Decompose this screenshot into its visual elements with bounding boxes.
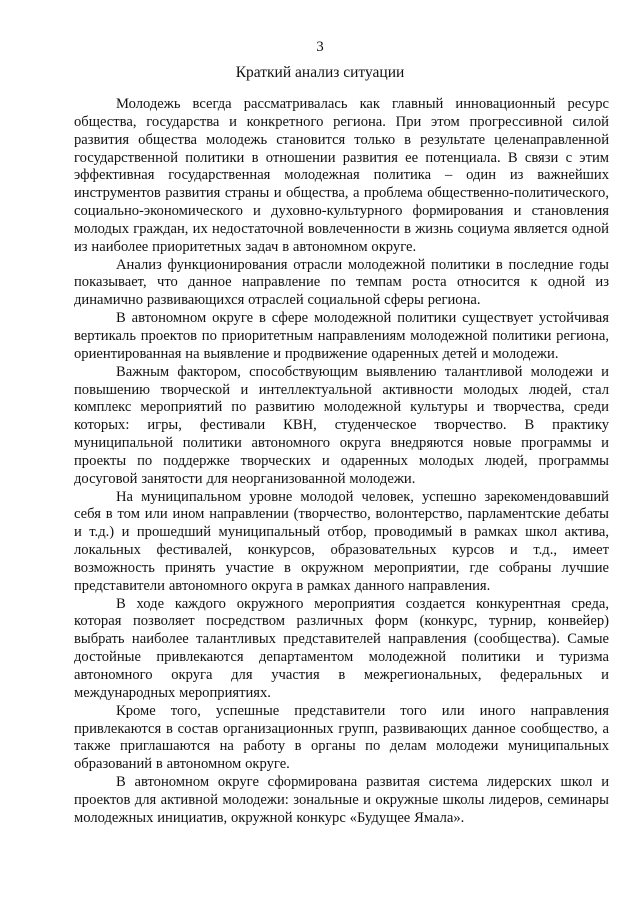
paragraph: Анализ функционирования отрасли молодежной политики в последние годы показывает, что данное направление по темпам роста относится к одной из динамично развивающихся отраслей социальной сферы региона. xyxy=(74,256,609,309)
paragraph: Важным фактором, способствующим выявлению талантливой молодежи и повышению творческой и интеллектуальной активности молодых людей, стал комплекс мероприятий по развитию молодежной культуры и творчества, среди которых: игры, фестивали КВН, студенческое творчество. В практику муниципальной политики автономного округа внедряются новые программы и проекты по поддержке творческих и одаренных молодых людей, программы досуговой занятости для неорганизованной молодежи. xyxy=(74,363,609,487)
paragraph: В автономном округе в сфере молодежной политики существует устойчивая вертикаль проектов по приоритетным направлениям молодежной политики региона, ориентированная на выявление и продвижение одаренных детей и молодежи. xyxy=(74,310,609,362)
page-number: 3 xyxy=(316,39,324,55)
paragraph: На муниципальном уровне молодой человек, успешно зарекомендовавший себя в том или ином направлении (творчество, волонтерство, парламентские дебаты и т.д.) и прошедший муниципальный отбор, проводимый в рамках школ актива, локальных фестивалей, конкурсов, образовательных курсов и т.д., имеет возможность принять участие в окружном мероприятии, где собраны лучшие представители автономного округа в рамках данного направления. xyxy=(74,488,609,594)
paragraph: В ходе каждого окружного мероприятия создается конкурентная среда, которая позволяет посредством различных форм (конкурс, турнир, конвейер) выбрать наиболее талантливых представителей направления (сообщества). Самые достойные привлекаются департаментом молодежной политики и туризма автономного округа для участия в межрегиональных, федеральных и международных мероприятиях. xyxy=(74,595,609,701)
paragraph: В автономном округе сформирована развитая система лидерских школ и проектов для активной молодежи: зональные и окружные школы лидеров, семинары молодежных инициатив, окружной конкурс «Будущее Ямала». xyxy=(74,774,609,826)
paragraph: Молодежь всегда рассматривалась как главный инновационный ресурс общества, государства и конкретного региона. При этом прогрессивной силой развития общества молодежь становится только в результате целенаправленной государственной политики в отношении развития ее потенциала. В связи с этим эффективная государственная молодежная политика – один из важнейших инструментов развития страны и общества, а проблема общественно-политического, социально-экономического и духовно-культурного формирования и становления молодых граждан, их недостаточной вовлеченности в жизнь социума является одной из наиболее приоритетных задач в автономном округе. xyxy=(74,96,609,255)
document-body xyxy=(74,96,609,828)
section-title: Краткий анализ ситуации xyxy=(235,64,405,81)
paragraph: Кроме того, успешные представители того или иного направления привлекаются в состав организационных групп, развивающих данное сообщество, а также приглашаются на работу в органы по делам молодежи муниципальных образований в автономном округе. xyxy=(74,702,609,773)
